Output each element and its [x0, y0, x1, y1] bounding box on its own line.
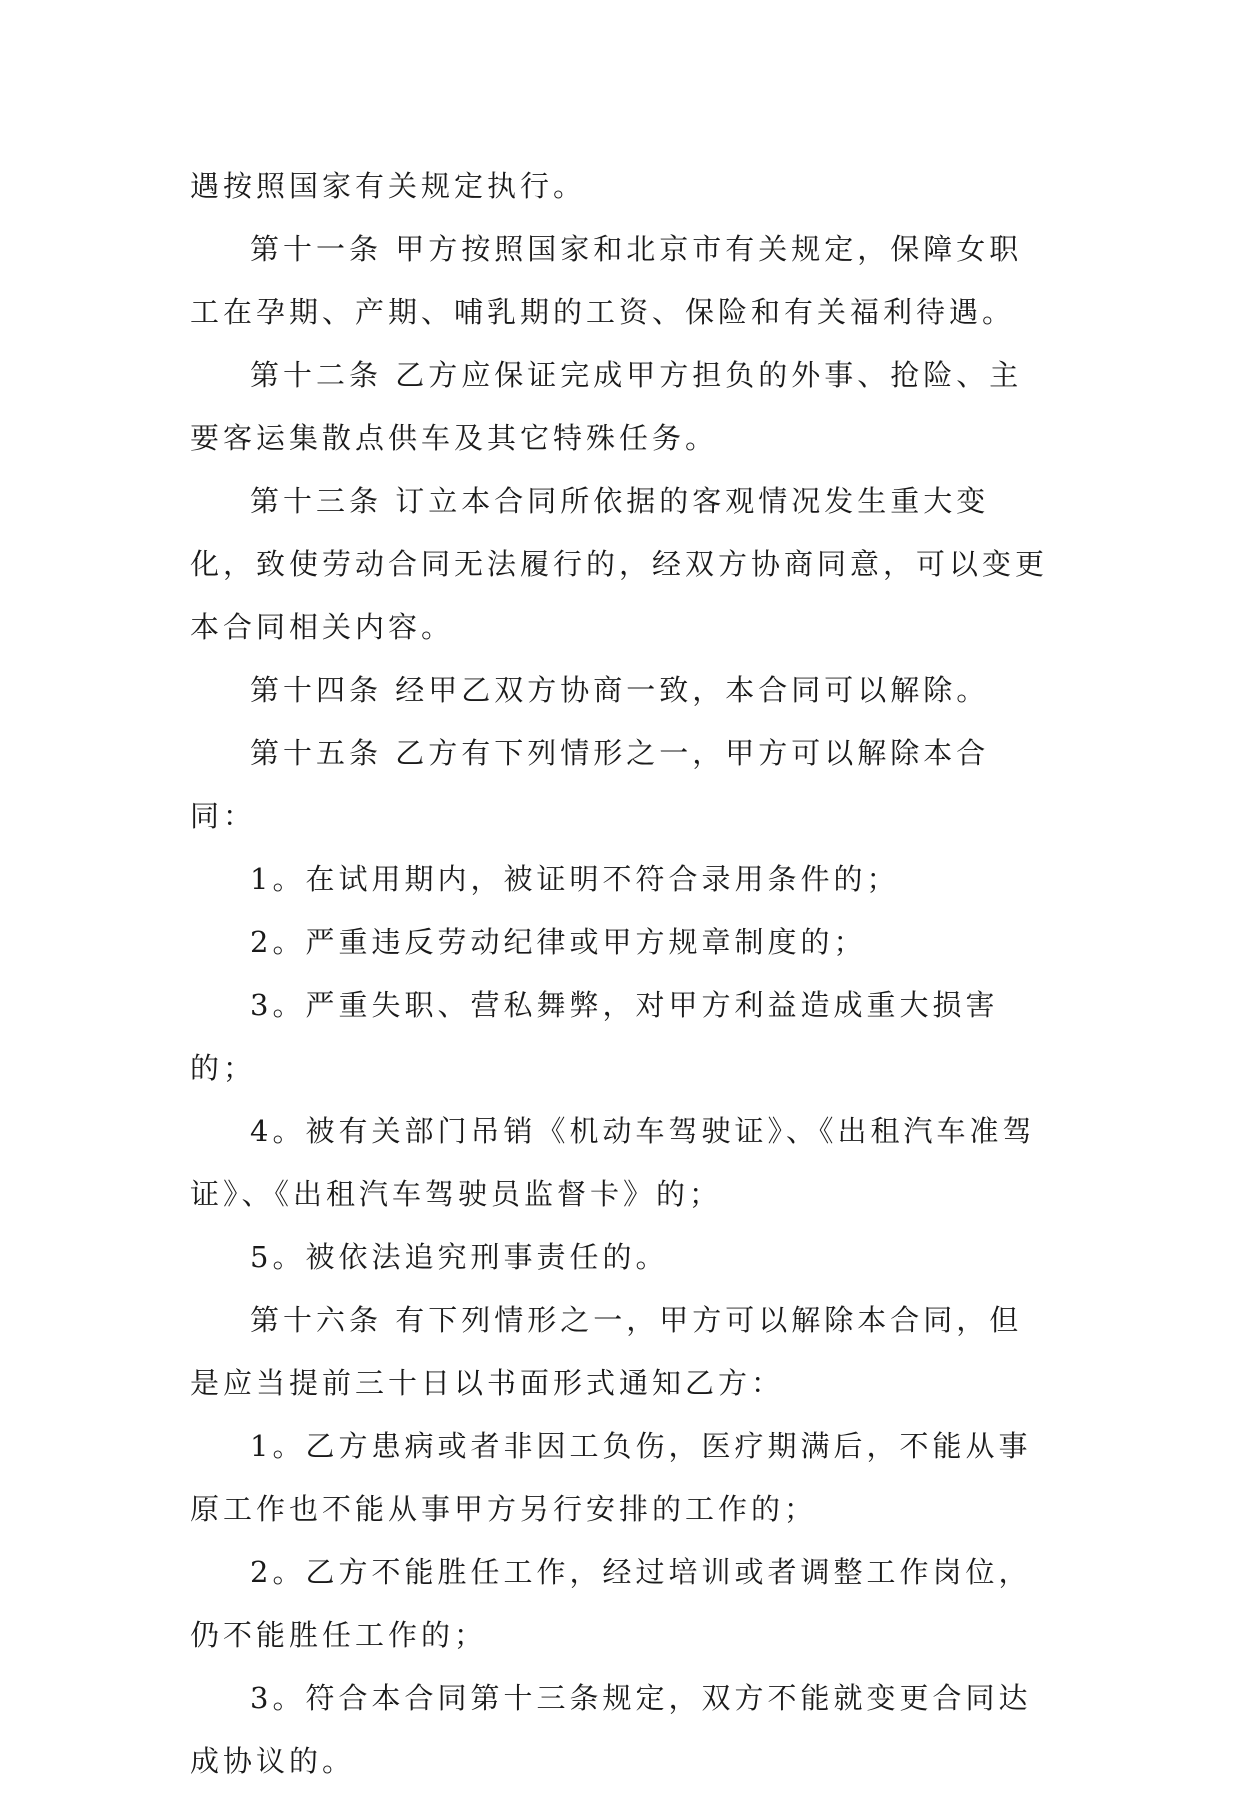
article-15-item-5: 5。被依法追究刑事责任的。: [250, 1240, 669, 1274]
article-15-item-1: 1。在试用期内，被证明不符合录用条件的；: [250, 862, 900, 896]
article-16-item-2: 2。乙方不能胜任工作，经过培训或者调整工作岗位，仍不能胜任工作的；: [190, 1555, 1032, 1652]
article-15-item-2: 2。严重违反劳动纪律或甲方规章制度的；: [250, 925, 867, 959]
document-body: [190, 155, 1052, 1793]
article-16-item-1: 1。乙方患病或者非因工负伤，医疗期满后，不能从事原工作也不能从事甲方另行安排的工作的；: [190, 1429, 1032, 1526]
article-15: 第十五条 乙方有下列情形之一，甲方可以解除本合同：: [190, 736, 990, 833]
article-16-item-3: 3。符合本合同第十三条规定，双方不能就变更合同达成协议的。: [190, 1681, 1032, 1778]
article-13: 第十三条 订立本合同所依据的客观情况发生重大变化，致使劳动合同无法履行的，经双方协商同意，可以变更本合同相关内容。: [190, 484, 1049, 644]
paragraph-continuation: 遇按照国家有关规定执行。: [190, 169, 587, 203]
article-11: 第十一条 甲方按照国家和北京市有关规定，保障女职工在孕期、产期、哺乳期的工资、保险和有关福利待遇。: [190, 232, 1023, 329]
article-16: 第十六条 有下列情形之一，甲方可以解除本合同，但是应当提前三十日以书面形式通知乙方：: [190, 1303, 1023, 1400]
article-15-item-3: 3。严重失职、营私舞弊，对甲方利益造成重大损害的；: [190, 988, 999, 1085]
article-12: 第十二条 乙方应保证完成甲方担负的外事、抢险、主要客运集散点供车及其它特殊任务。: [190, 358, 1023, 455]
article-15-item-4: 4。被有关部门吊销《机动车驾驶证》、《出租汽车准驾证》、《出租汽车驾驶员监督卡》的；: [190, 1114, 1036, 1211]
article-14: 第十四条 经甲乙双方协商一致，本合同可以解除。: [250, 673, 990, 707]
